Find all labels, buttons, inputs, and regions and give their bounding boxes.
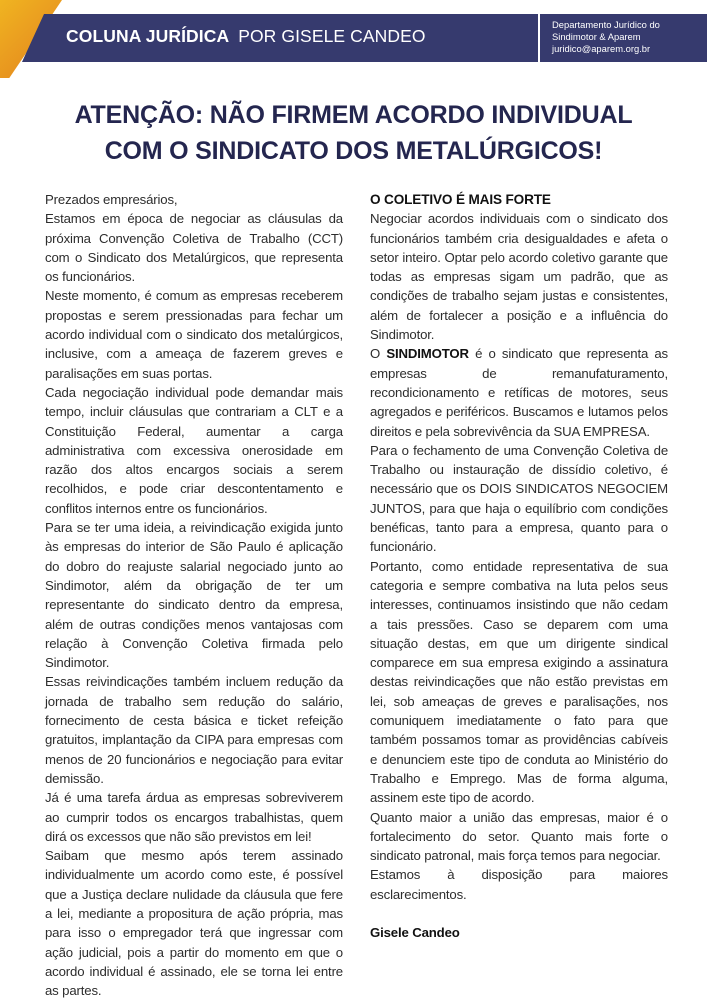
header-divider xyxy=(538,14,540,62)
paragraph-sindimotor xyxy=(370,344,668,440)
article-headline xyxy=(0,97,707,169)
department-name: Departamento Jurídico do xyxy=(552,19,660,30)
section-subheading: O COLETIVO É MAIS FORTE xyxy=(370,192,551,207)
paragraph: Já é uma tarefa árdua as empresas sobreviverem ao cumprir todos os encargos trabalhistas, quem dirá os excessos que não são previstos em lei! xyxy=(45,790,343,844)
contact-email[interactable]: juridico@aparem.org.br xyxy=(552,42,651,54)
column-title-strong: COLUNA JURÍDICA xyxy=(66,26,230,46)
paragraph: Essas reivindicações também incluem redução da jornada de trabalho sem redução do salário, fornecimento de cesta básica e ticket refeição gratuitos, implantação da CIPA para empresas com menos de 20 funcionários e negociação para evitar demissão. xyxy=(45,674,343,786)
author-signature: Gisele Candeo xyxy=(370,924,460,940)
department-info xyxy=(552,19,660,54)
paragraph: Saibam que mesmo após terem assinado individualmente um acordo como este, é possível que a Justiça declare nulidade da cláusula que fere a lei, mediante a propositura de ação própria, mas para isso o empregador terá que ingressar com ação judicial, pois a partir do momento em que o acordo individual é assinado, ele se torna lei entre as partes. xyxy=(45,848,343,999)
paragraph: Prezados empresários, xyxy=(45,192,178,207)
text: é o sindicato que representa as empresas de remanufaturamento, recondicionamento e retíficas de motores, seus agregados e periféricos. Buscamos e lutamos pelos direitos e pela sobrevivência da SUA EMPRESA. xyxy=(370,346,668,439)
paragraph: Quanto maior a união das empresas, maior é o fortalecimento do setor. Quanto mais forte o sindicato patronal, mais força temos para negociar. xyxy=(370,809,668,864)
paragraph: Neste momento, é comum as empresas receberem propostas e serem pressionadas para fechar um acordo individual com o sindicato dos metalúrgicos, inclusive, com a ameaça de fazerem greves e paralisações em suas portas. xyxy=(45,288,343,381)
paragraph: Portanto, como entidade representativa de sua categoria e sempre combativa na luta pelos seus interesses, continuamos insistindo que não cedam a tais pressões. Caso se deparem com uma situação destas, em que um dirigente sindical comparece em sua empresa exigindo a assinatura destas reivindicações que não estão previstas em lei, sob ameaças de greves e paralisações, nos comuniquem imediatamente o fato para que também possamos tomar as providências cabíveis e denunciem este tipo de conduta ao Ministério do Trabalho e Emprego. Mas de forma alguma, assinem este tipo de acordo. xyxy=(370,558,668,806)
sindimotor-bold: SINDIMOTOR xyxy=(386,346,469,362)
left-column xyxy=(45,190,343,1000)
paragraph: Negociar acordos individuais com o sindicato dos funcionários também cria desigualdades e afeta o setor inteiro. Optar pelo acordo coletivo garante que todas as empresas sigam um padrão, que as condições de trabalho sejam justas e consistentes, além de fortalecer a posição e a influência do Sindimotor. xyxy=(370,211,668,343)
column-title xyxy=(66,26,426,47)
paragraph: Para o fechamento de uma Convenção Coletiva de Trabalho ou instauração de dissídio coletivo, é necessário que os DOIS SINDICATOS NEGOCIEM JUNTOS, para que haja o equilíbrio com condições benéficas, tanto para a empresa, quanto para o funcionário. xyxy=(370,442,668,555)
paragraph: Estamos em época de negociar as cláusulas da próxima Convenção Coletiva de Trabalho (CCT) com o Sindicato dos Metalúrgicos, que representa os funcionários. xyxy=(45,211,343,285)
right-column xyxy=(370,190,668,942)
text: O xyxy=(370,346,387,362)
paragraph: Para se ter uma ideia, a reivindicação exigida junto às empresas do interior de São Paulo é aplicação do dobro do reajuste salarial negociado junto ao Sindimotor, além da obrigação de ter um representante do sindicato dentro da empresa, além de outras condições menos vantajosas com relação à Convenção Coletiva firmada pelo Sindimotor. xyxy=(45,520,343,671)
headline-line-1: ATENÇÃO: NÃO FIRMEM ACORDO INDIVIDUAL xyxy=(74,101,633,129)
paragraph: Cada negociação individual pode demandar mais tempo, incluir cláusulas que contrariam a CLT e a Constituição Federal, aumentar a carga administrativa com excessiva onerosidade em razão dos altos encargos sociais a serem recolhidos, e pode criar descontentamento e conflitos internos entre os funcionários. xyxy=(45,384,343,516)
column-author: POR GISELE CANDEO xyxy=(238,26,426,46)
paragraph: Estamos à disposição para maiores esclarecimentos. xyxy=(370,867,668,902)
headline-line-2: COM O SINDICATO DOS METALÚRGICOS! xyxy=(104,137,603,165)
organization-name: Sindimotor & Aparem xyxy=(552,30,641,42)
